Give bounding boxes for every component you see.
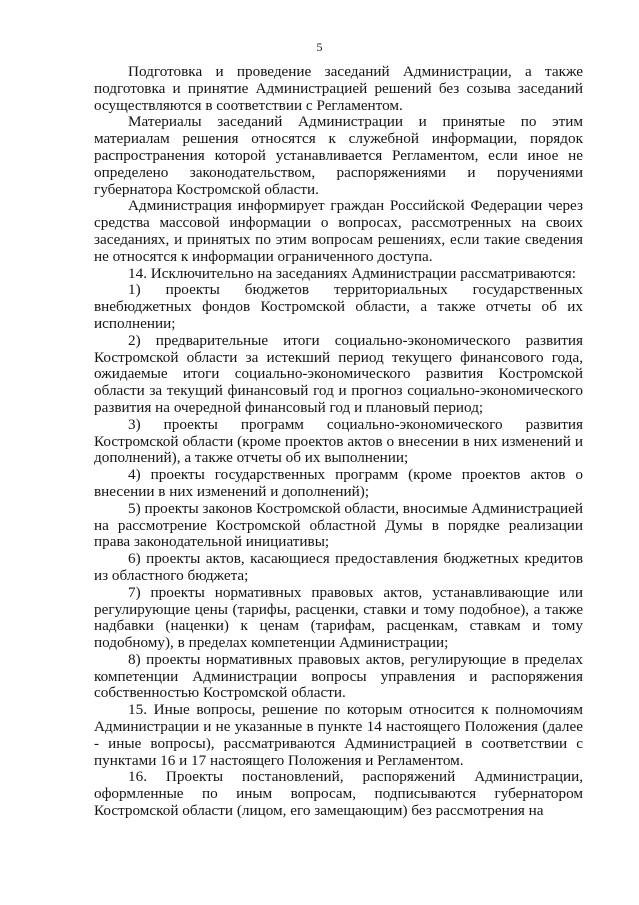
- paragraph-meeting-materials: Материалы заседаний Администрации и принятые по этим материалам решения относятся к служебной информации, порядок распространения которой устанавливается Регламентом, если иное не определено законодательством, распоряжениями и поручениями губернатора Костромской области.: [94, 113, 583, 198]
- paragraph-meetings-preparation: Подготовка и проведение заседаний Администрации, а также подготовка и принятие Администрацией решений без созыва заседаний осуществляются в соответствии с Регламентом.: [94, 63, 583, 114]
- paragraph-item-15: 15. Иные вопросы, решение по которым относится к полномочиям Администрации и не указанные в пункте 14 настоящего Положения (далее - иные вопросы), рассматриваются Администрацией в соответствии с пунктами 16 и 17 настоящего Положения и Регламентом.: [94, 701, 583, 769]
- paragraph-item-14: 14. Исключительно на заседаниях Администрации рассматриваются:: [128, 264, 576, 282]
- page-number: 5: [316, 40, 323, 54]
- document-body: [94, 64, 583, 820]
- list-item-4: 4) проекты государственных программ (кроме проектов актов о внесении в них изменений и дополнений);: [94, 466, 583, 500]
- paragraph-public-information: Администрация информирует граждан Российской Федерации через средства массовой информации о вопросах, рассмотренных на своих заседаниях, и принятых по этим вопросам решениях, если такие сведения не относятся к информации ограниченного доступа.: [94, 197, 583, 265]
- list-item-6: 6) проекты актов, касающиеся предоставления бюджетных кредитов из областного бюджета;: [94, 550, 583, 584]
- list-item-1: 1) проекты бюджетов территориальных государственных внебюджетных фондов Костромской области, а также отчеты об их исполнении;: [94, 281, 583, 332]
- list-item-8: 8) проекты нормативных правовых актов, регулирующие в пределах компетенции Администрации вопросы управления и распоряжения собственностью Костромской области.: [94, 650, 583, 702]
- list-item-2: 2) предварительные итоги социально-экономического развития Костромской области за истекший период текущего финансового года, ожидаемые итоги социально-экономического развития Костромской области за текущий финансовый год и прогноз социально-экономического развития на очередной финансовый год и плановый период;: [94, 331, 583, 416]
- list-item-7: 7) проекты нормативных правовых актов, устанавливающие или регулирующие цены (тарифы, расценки, ставки и тому подобное), а также надбавки (наценки) к ценам (тарифам, расценкам, ставкам и тому подобному), в пределах компетенции Администрации;: [94, 583, 583, 652]
- list-item-3: 3) проекты программ социально-экономического развития Костромской области (кроме проектов актов о внесении в них изменений и дополнений), а также отчеты об их выполнении;: [94, 415, 583, 467]
- list-item-5: 5) проекты законов Костромской области, вносимые Администрацией на рассмотрение Костромской областной Думы в порядке реализации права законодательной инициативы;: [94, 499, 583, 551]
- paragraph-item-16: 16. Проекты постановлений, распоряжений Администрации, оформленные по иным вопросам, подписываются губернатором Костромской области (лицом, его замещающим) без рассмотрения на: [94, 768, 583, 820]
